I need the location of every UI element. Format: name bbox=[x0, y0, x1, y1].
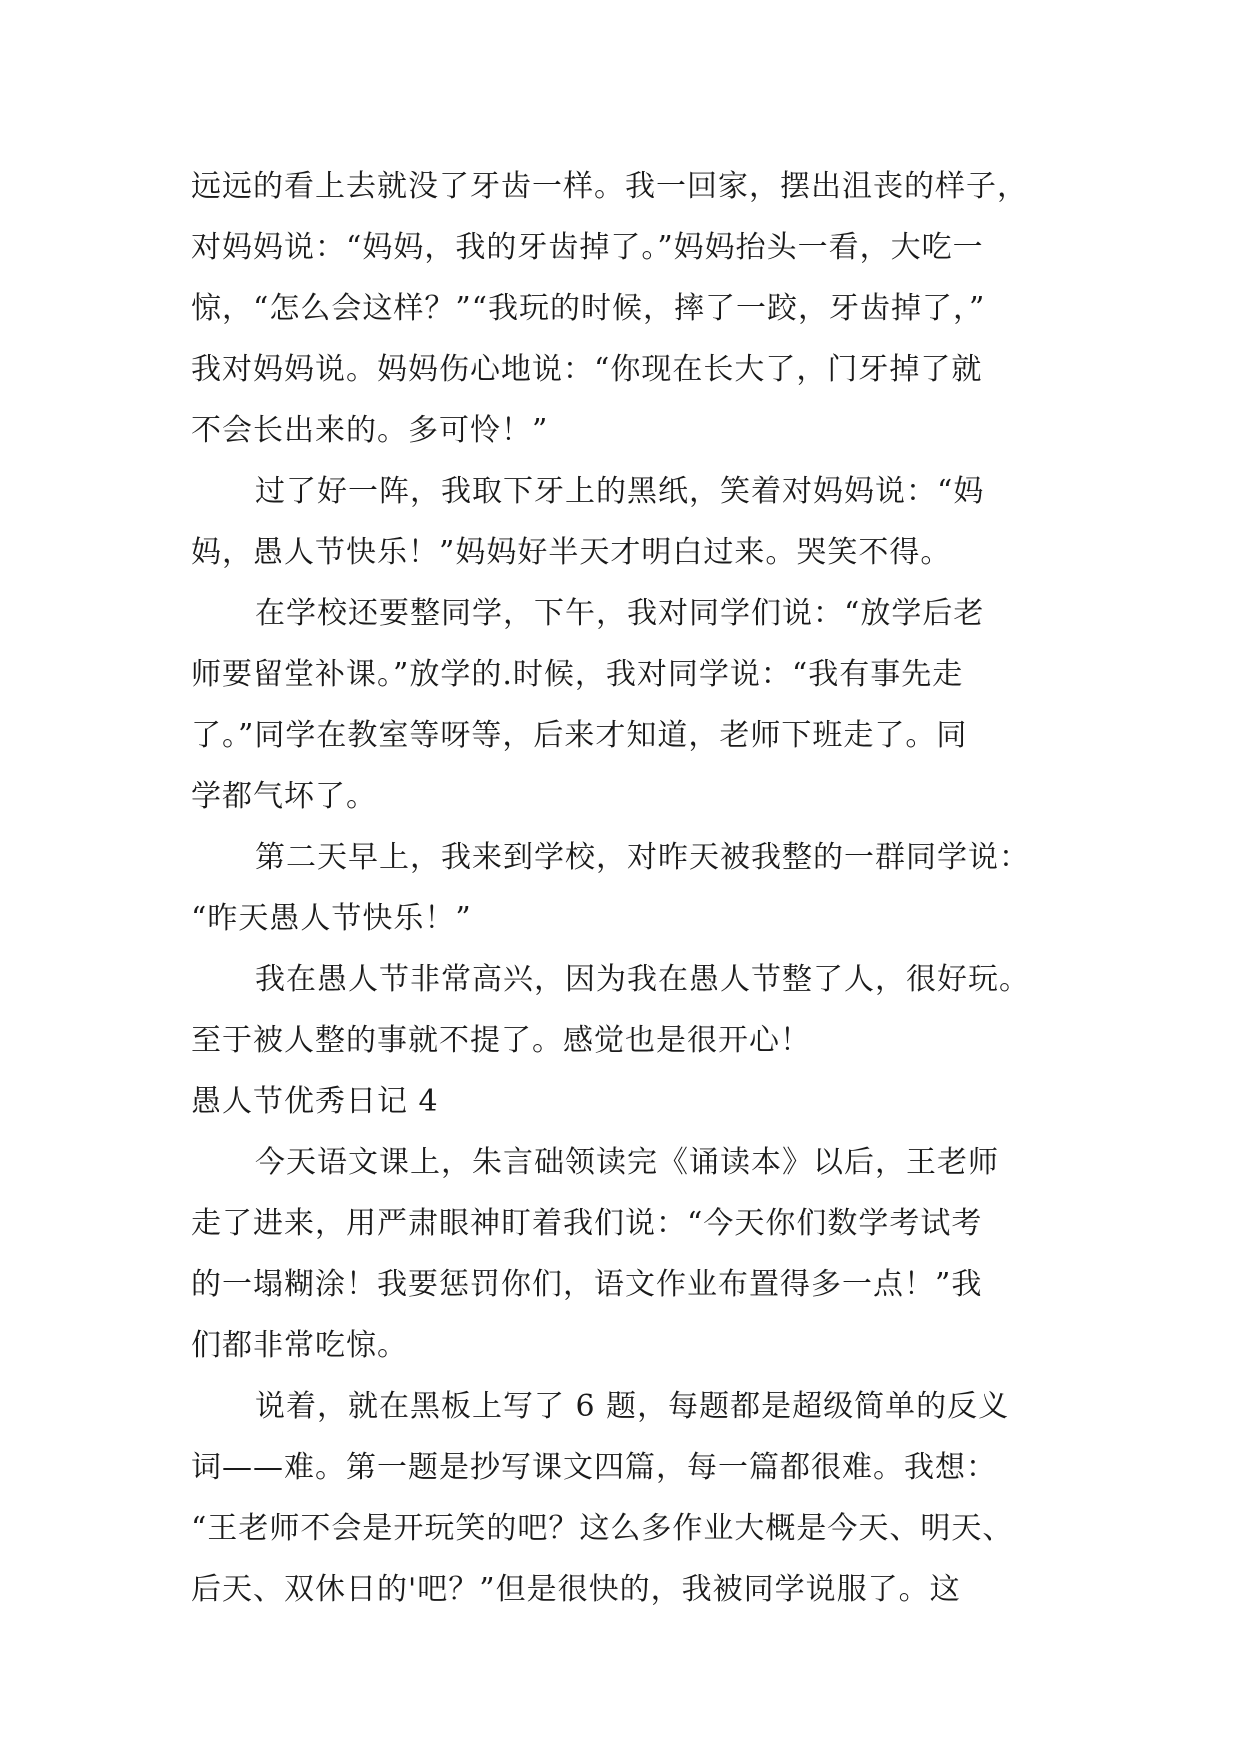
text-line: 不会长出来的。多可怜！” bbox=[191, 413, 549, 448]
text-line: 师要留堂补课。”放学的.时候，我对同学说：“我有事先走 bbox=[191, 657, 964, 692]
text-line: 第二天早上，我来到学校，对昨天被我整的一群同学说： bbox=[255, 840, 1030, 875]
text-line: 后天、双休日的'吧？”但是很快的，我被同学说服了。这 bbox=[191, 1572, 961, 1607]
text-line: 妈，愚人节快乐！”妈妈好半天才明白过来。哭笑不得。 bbox=[191, 535, 952, 570]
text-line: 在学校还要整同学，下午，我对同学们说：“放学后老 bbox=[255, 596, 985, 631]
text-line: 惊，“怎么会这样？”“我玩的时候，摔了一跤，牙齿掉了，” bbox=[191, 291, 986, 326]
text-line: 远远的看上去就没了牙齿一样。我一回家，摆出沮丧的样子， bbox=[191, 169, 1028, 204]
document-body bbox=[191, 156, 1061, 1620]
text-line: 词——难。第一题是抄写课文四篇，每一篇都很难。我想： bbox=[191, 1450, 997, 1485]
text-line: 愚人节优秀日记 4 bbox=[191, 1084, 439, 1119]
text-line: 对妈妈说：“妈妈，我的牙齿掉了。”妈妈抬头一看，大吃一 bbox=[191, 230, 984, 265]
text-line: “昨天愚人节快乐！” bbox=[191, 901, 472, 936]
text-line: “王老师不会是开玩笑的吧？这么多作业大概是今天、明天、 bbox=[191, 1511, 1014, 1546]
text-line: 学都气坏了。 bbox=[191, 779, 377, 814]
text-line: 过了好一阵，我取下牙上的黑纸，笑着对妈妈说：“妈 bbox=[255, 474, 985, 509]
text-line: 了。”同学在教室等呀等，后来才知道，老师下班走了。同 bbox=[191, 718, 968, 753]
text-line: 们都非常吃惊。 bbox=[191, 1328, 408, 1363]
text-line: 走了进来，用严肃眼神盯着我们说：“今天你们数学考试考 bbox=[191, 1206, 983, 1241]
text-line: 我对妈妈说。妈妈伤心地说：“你现在长大了，门牙掉了就 bbox=[191, 352, 983, 387]
text-line: 说着，就在黑板上写了 6 题，每题都是超级简单的反义 bbox=[255, 1389, 1010, 1424]
text-line: 今天语文课上，朱言础领读完《诵读本》以后，王老师 bbox=[255, 1145, 999, 1180]
text-line: 至于被人整的事就不提了。感觉也是很开心！ bbox=[191, 1023, 811, 1058]
text-line: 我在愚人节非常高兴，因为我在愚人节整了人，很好玩。 bbox=[255, 962, 1030, 997]
text-line: 的一塌糊涂！我要惩罚你们，语文作业布置得多一点！”我 bbox=[191, 1267, 983, 1302]
